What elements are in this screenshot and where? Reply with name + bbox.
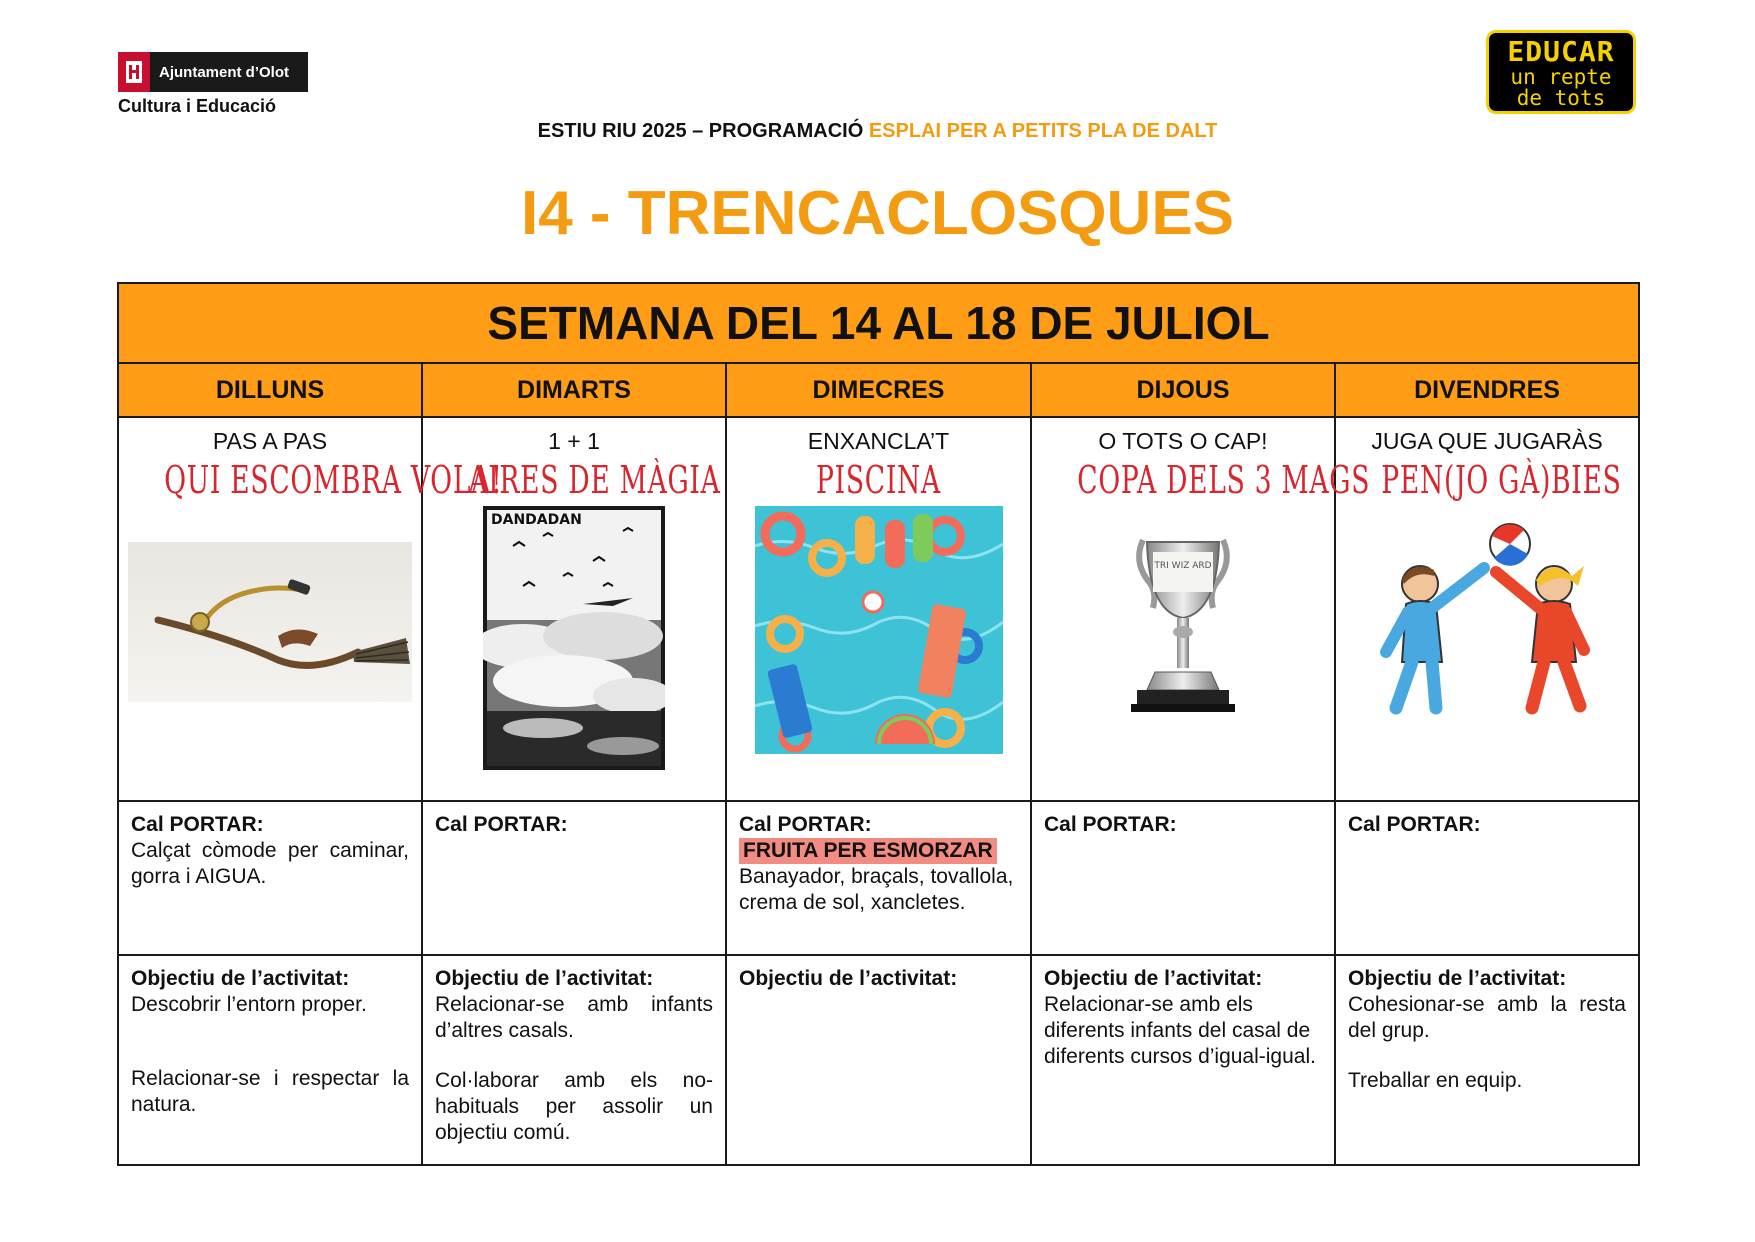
ajuntament-brand-bar	[118, 52, 308, 92]
objectiu-label: Objectiu de l’activitat:	[1348, 967, 1567, 990]
program-subtitle	[0, 120, 1755, 143]
activity-cell-thursday	[1031, 417, 1371, 801]
weekly-schedule-table	[117, 282, 1640, 1166]
objectiu-text: Descobrir l’entorn proper.	[131, 993, 367, 1017]
activity-subtitle: 1 + 1	[548, 428, 600, 454]
objectiu-cell-friday	[1335, 955, 1639, 1165]
objectiu-label: Objectiu de l’activitat:	[739, 967, 958, 990]
activity-name: QUI ESCOMBRA VOLA!	[164, 458, 503, 502]
manga-title-text: DANDADAN	[491, 512, 582, 528]
objectiu-text: Col·laborar amb els no-habituals per assolir un objectiu comú.	[435, 1069, 713, 1145]
portar-cell-wednesday	[726, 801, 1031, 955]
day-header-thursday: DIJOUS	[1031, 363, 1335, 417]
activity-name: PEN(JO GÀ)BIES	[1381, 458, 1622, 502]
objectiu-text: Cohesionar-se amb la resta del grup.	[1348, 993, 1626, 1043]
activity-cell-tuesday	[422, 417, 726, 801]
day-header-tuesday: DIMARTS	[422, 363, 726, 417]
educar-logo-line-1: EDUCAR	[1507, 35, 1615, 68]
portar-label: Cal PORTAR:	[739, 813, 872, 836]
day-header-wednesday: DIMECRES	[726, 363, 1031, 417]
activity-subtitle: ENXANCLA’T	[807, 428, 950, 454]
subtitle-accent: ESPLAI PER A PETITS PLA DE DALT	[868, 120, 1218, 142]
subtitle-prefix: ESTIU RIU 2025 – PROGRAMACIÓ	[537, 120, 869, 142]
day-header-monday: DILLUNS	[118, 363, 422, 417]
week-banner: SETMANA DEL 14 AL 18 DE JULIOL	[118, 283, 1639, 363]
educar-logo	[1486, 30, 1636, 114]
objectiu-cell-wednesday	[726, 955, 1031, 1165]
objectiu-label: Objectiu de l’activitat:	[1044, 967, 1263, 990]
ajuntament-logo	[118, 52, 318, 117]
objectiu-cell-monday	[118, 955, 422, 1165]
activity-cell-monday	[118, 417, 503, 801]
educar-logo-line-3: de tots	[1516, 86, 1606, 110]
portar-cell-thursday	[1031, 801, 1335, 955]
objectiu-text: Relacionar-se i respectar la natura.	[131, 1067, 409, 1117]
kids-playing-ball-icon	[1372, 522, 1602, 722]
portar-label: Cal PORTAR:	[131, 813, 264, 836]
department-name: Cultura i Educació	[118, 96, 277, 116]
day-header-friday: DIVENDRES	[1335, 363, 1639, 417]
activity-cell-wednesday	[726, 417, 1031, 801]
activity-cell-friday	[1335, 417, 1639, 801]
objectiu-text: Relacionar-se amb infants d’altres casals.	[435, 993, 713, 1043]
portar-label: Cal PORTAR:	[1044, 813, 1177, 836]
activity-subtitle: PAS A PAS	[212, 428, 328, 454]
portar-cell-friday	[1335, 801, 1639, 955]
activity-name: AIRES DE MÀGIA	[468, 458, 721, 502]
portar-text: Calçat còmode per caminar, gorra i AIGUA.	[131, 839, 409, 889]
objectiu-cell-tuesday	[422, 955, 726, 1165]
portar-text: Banayador, braçals, tovallola, crema de sol, xancletes.	[739, 865, 1014, 915]
portar-cell-tuesday	[422, 801, 726, 955]
ajuntament-name: Ajuntament d’Olot	[159, 63, 289, 81]
objectiu-text: Treballar en equip.	[1348, 1069, 1523, 1093]
activity-name: COPA DELS 3 MAGS	[1077, 458, 1371, 502]
objectiu-cell-thursday	[1031, 955, 1335, 1165]
olot-crest-icon	[118, 52, 150, 92]
pool-floats-icon	[755, 506, 1003, 754]
portar-cell-monday	[118, 801, 422, 955]
manga-cover-icon	[483, 506, 665, 770]
page-title: I4 - TRENCACLOSQUES	[520, 179, 1235, 248]
portar-label: Cal PORTAR:	[435, 813, 568, 836]
educar-logo-line-2: un repte	[1510, 65, 1612, 89]
objectiu-label: Objectiu de l’activitat:	[435, 967, 654, 990]
trophy-cup-icon	[1113, 522, 1253, 722]
portar-label: Cal PORTAR:	[1348, 813, 1481, 836]
activity-subtitle: O TOTS O CAP!	[1098, 428, 1268, 454]
objectiu-label: Objectiu de l’activitat:	[131, 967, 350, 990]
objectiu-text: Relacionar-se amb els diferents infants del casal de diferents cursos d’igual-igual.	[1044, 993, 1316, 1069]
broomstick-icon	[128, 542, 412, 702]
portar-highlight: FRUITA PER ESMORZAR	[739, 838, 997, 864]
trophy-engraving-text: TRI WIZ ARD	[1154, 561, 1212, 571]
activity-subtitle: JUGA QUE JUGARÀS	[1371, 428, 1603, 454]
activity-name: PISCINA	[816, 458, 941, 502]
